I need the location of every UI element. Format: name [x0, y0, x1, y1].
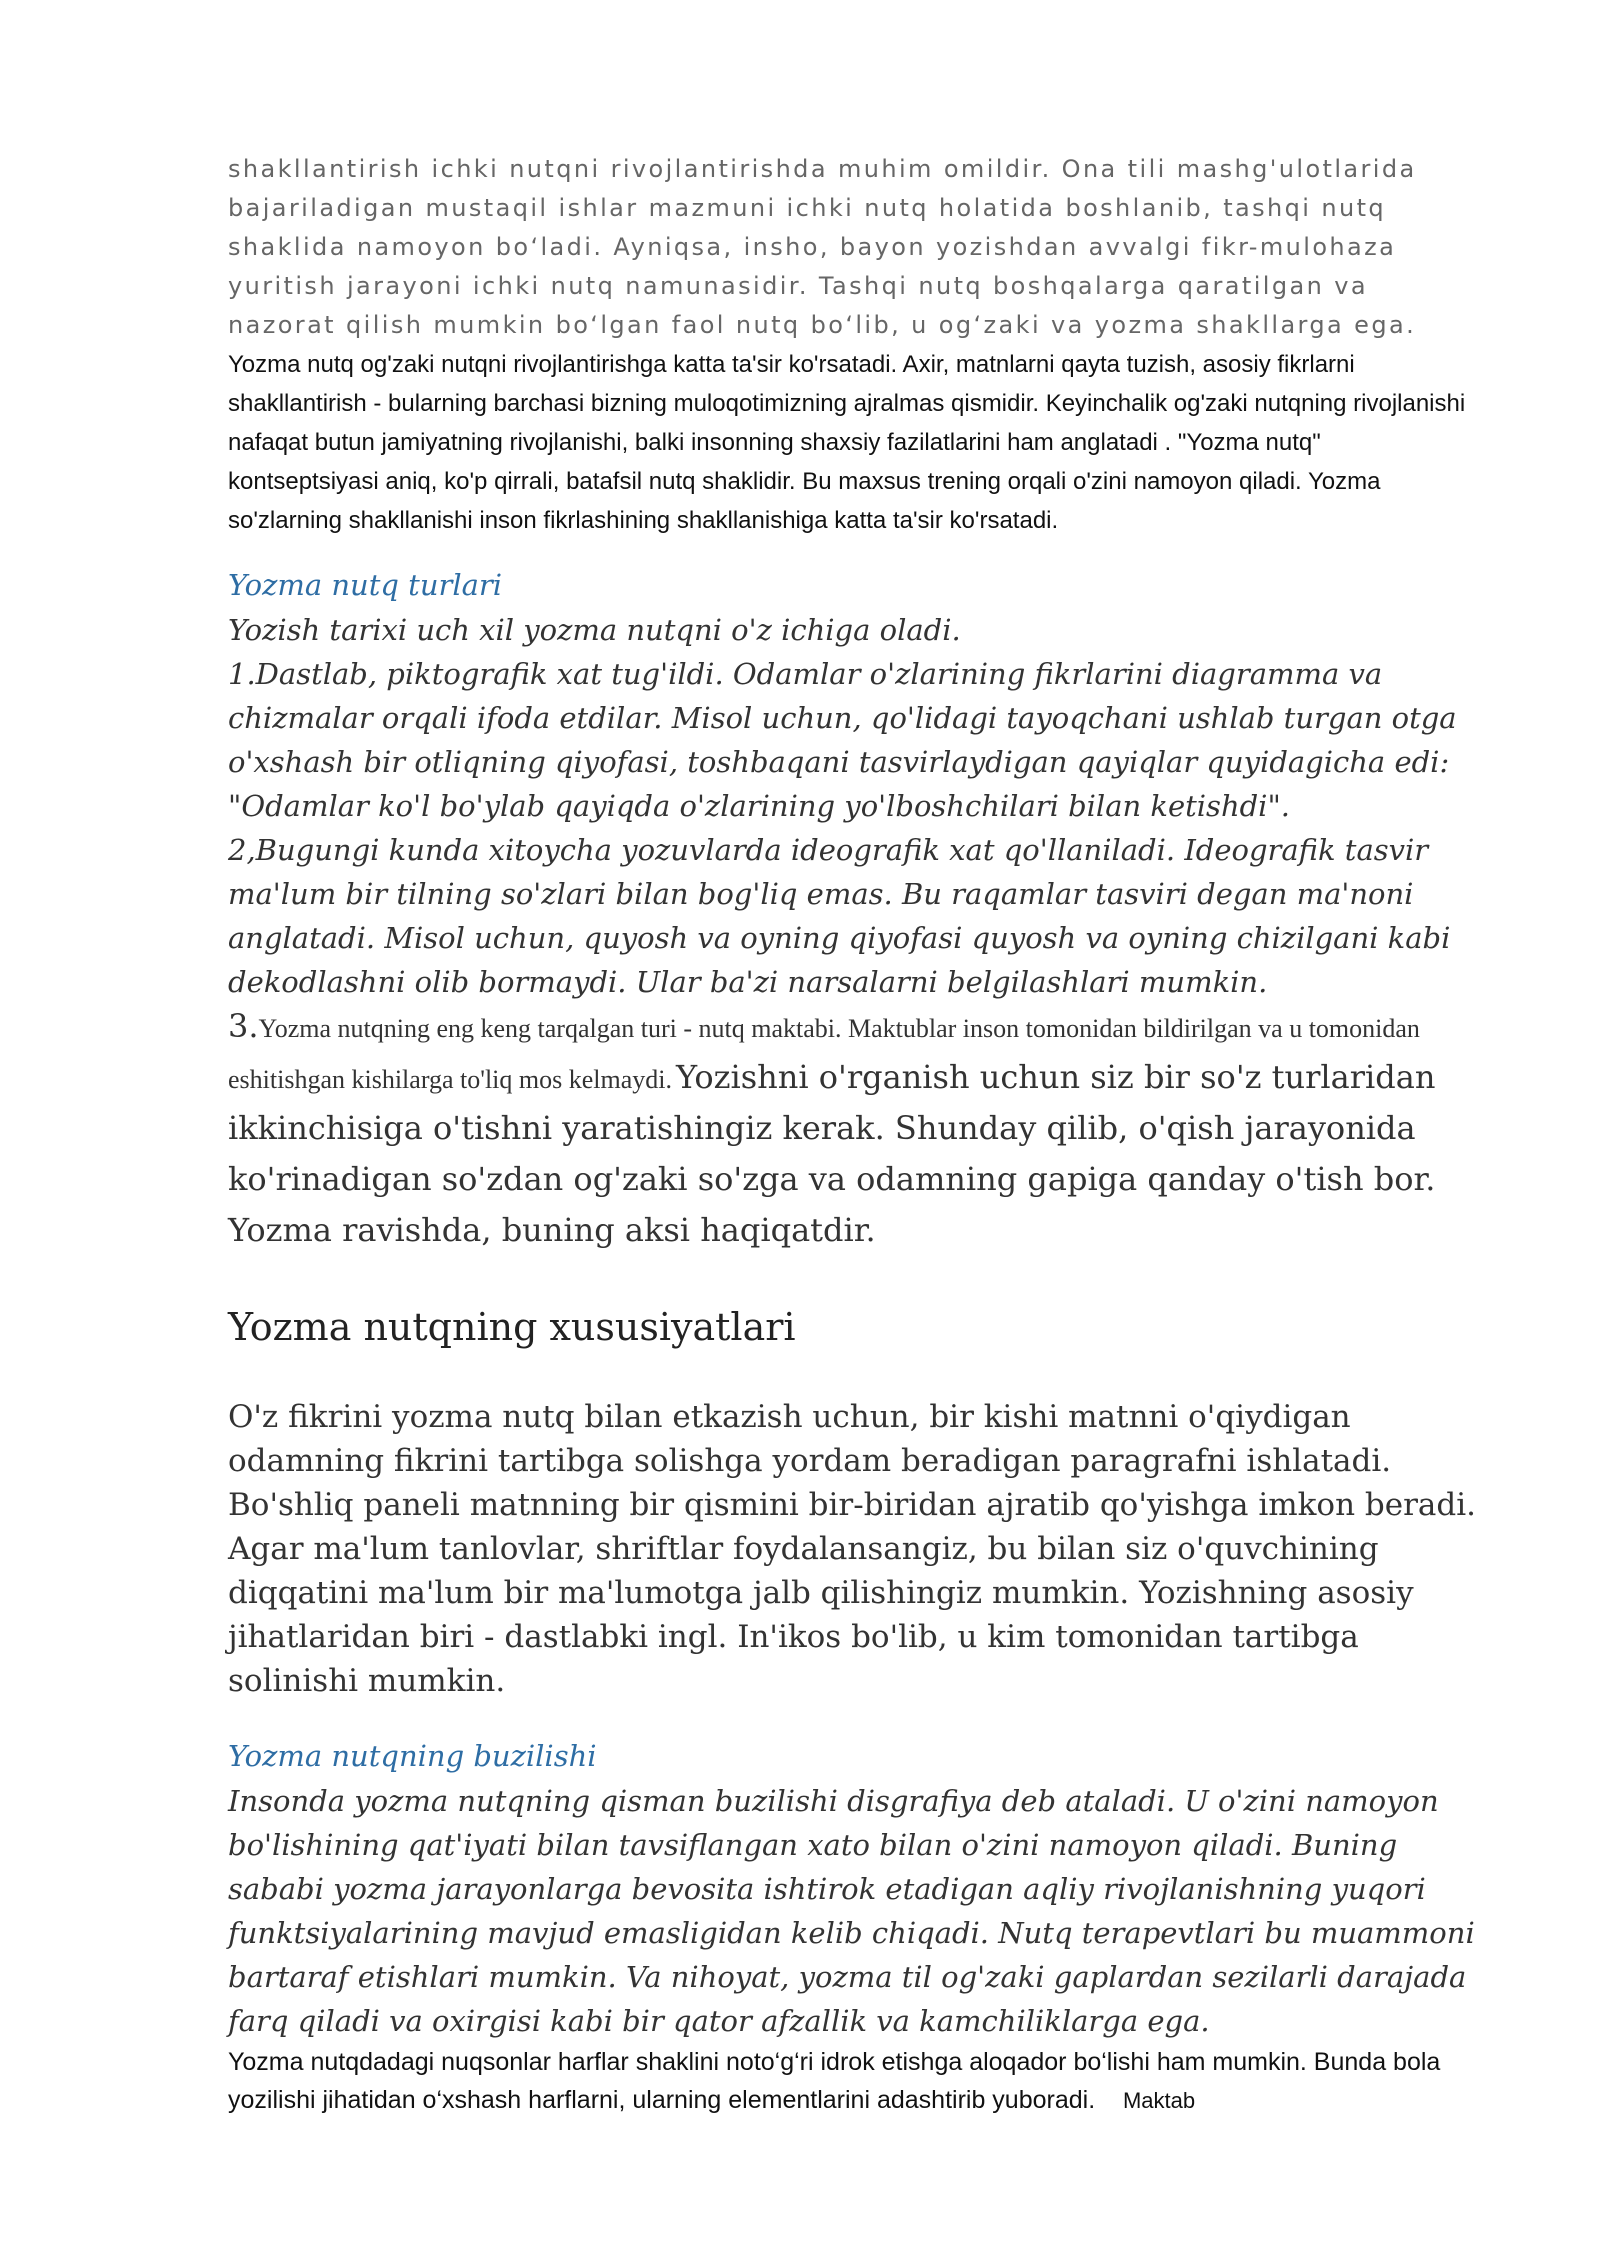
disorder-last-text: Yozma nutqdadagi nuqsonlar harflar shaklini noto‘g‘ri idrok etishga aloqador bo‘lishi ham mumkin. Bunda bola yozilishi jihatidan o‘xshash harflarni, ularning elementlarini adashtirib yuboradi.: [228, 2048, 1441, 2114]
types-item-3-large-text: Yozishni o'rganish uchun siz bir so'z turlaridan ikkinchisiga o'tishni yaratishingiz kerak. Shunday qilib, o'qish jarayonida ko'rinadigan so'zdan og'zaki so'zga va odamning gapiga qanday o'tish bor. Yozma ravishda, buning aksi haqiqatdir.: [228, 1058, 1436, 1249]
disorder-last-paragraph: [228, 2043, 1478, 2120]
intro-paragraph: [228, 150, 1478, 540]
types-item-3: [228, 1004, 1478, 1259]
types-item-1: 1.Dastlab, piktografik xat tug'ildi. Odamlar o'zlarining fikrlarini diagramma va chizmalar orqali ifoda etdilar. Misol uchun, qo'lidagi tayoqchani ushlab turgan otga o'xshash bir otliqning qiyofasi, toshbaqani tasvirlaydigan qayiqlar quyidagicha edi: "Odamlar ko'l bo'ylab qayiqda o'zlarining yo'lboshchilari bilan ketishdi".: [228, 657, 1457, 823]
features-body: O'z fikrini yozma nutq bilan etkazish uchun, bir kishi matnni o'qiydigan odamning fikrini tartibga solishga yordam beradigan paragrafni ishlatadi. Bo'shliq paneli matnning bir qismini bir-biridan ajratib qo'yishga imkon beradi. Agar ma'lum tanlovlar, shriftlar foydalansangiz, bu bilan siz o'quvchining diqqatini ma'lum bir ma'lumotga jalb qilishingiz mumkin. Yozishning asosiy jihatlaridan biri - dastlabki ingl. In'ikos bo'lib, u kim tomonidan tartibga solinishi mumkin.: [228, 1399, 1477, 1699]
heading-features: Yozma nutqning xususiyatlari: [228, 1305, 796, 1349]
types-item-3-small-text: Yozma nutqning eng keng tarqalgan turi - nutq maktabi. Maktublar inson tomonidan bildirilgan va u tomonidan eshitishgan kishilarga to'liq mos kelmaydi.: [228, 1014, 1420, 1094]
document-page: [228, 150, 1478, 2120]
types-intro: Yozish tarixi uch xil yozma nutqni o'z ichiga oladi.: [228, 613, 961, 647]
intro-continuation: Yozma nutq og'zaki nutqni rivojlantirishga katta ta'sir ko'rsatadi. Axir, matnlarni qayta tuzish, asosiy fikrlarni shakllantirish - bularning barchasi bizning muloqotimizning ajralmas qismidir. Keyinchalik og'zaki nutqning rivojlanishi nafaqat butun jamiyatning rivojlanishi, balki insonning shaxsiy fazilatlarini ham anglatadi . "Yozma nutq" kontseptsiyasi aniq, ko'p qirrali, batafsil nutq shaklidir. Bu maxsus trening orqali o'zini namoyon qiladi. Yozma so'zlarning shakllanishi inson fikrlashining shakllanishiga katta ta'sir ko'rsatadi.: [228, 351, 1466, 534]
heading-types: Yozma nutq turlari: [228, 568, 503, 602]
types-item-3-number: 3.: [228, 1007, 259, 1045]
heading-disorder: Yozma nutqning buzilishi: [228, 1739, 597, 1773]
disorder-body: Insonda yozma nutqning qisman buzilishi disgrafiya deb ataladi. U o'zini namoyon bo'lishining qat'iyati bilan tavsiflangan xato bilan o'zini namoyon qiladi. Buning sababi yozma jarayonlarga bevosita ishtirok etadigan aqliy rivojlanishning yuqori funktsiyalarining mavjud emasligidan kelib chiqadi. Nutq terapevtlari bu muammoni bartaraf etishlari mumkin. Va nihoyat, yozma til og'zaki gaplardan sezilarli darajada farq qiladi va oxirgisi kabi bir qator afzallik va kamchiliklarga ega.: [228, 1784, 1475, 2038]
intro-text: shakllantirish ichki nutqni rivojlantirishda muhim omildir. Ona tili mashg'ulotlarida bajariladigan mustaqil ishlar mazmuni ichki nutq holatida boshlanib, tashqi nutq shaklida namoyon bo‘ladi. Ayniqsa, insho, bayon yozishdan avvalgi fikr-mulohaza yuritish jarayoni ichki nutq namunasidir. Tashqi nutq boshqalarga qaratilgan va nazorat qilish mumkin bo‘lgan faol nutq bo‘lib, u og‘zaki va yozma shakllarga ega.: [228, 155, 1417, 339]
types-item-2: 2,Bugungi kunda xitoycha yozuvlarda ideografik xat qo'llaniladi. Ideografik tasvir ma'lum bir tilning so'zlari bilan bog'liq emas. Bu raqamlar tasviri degan ma'noni anglatadi. Misol uchun, quyosh va oyning qiyofasi quyosh va oyning chizilgani kabi dekodlashni olib bormaydi. Ular ba'zi narsalarni belgilashlari mumkin.: [228, 833, 1451, 999]
disorder-tail-word: Maktab: [1122, 2088, 1196, 2113]
